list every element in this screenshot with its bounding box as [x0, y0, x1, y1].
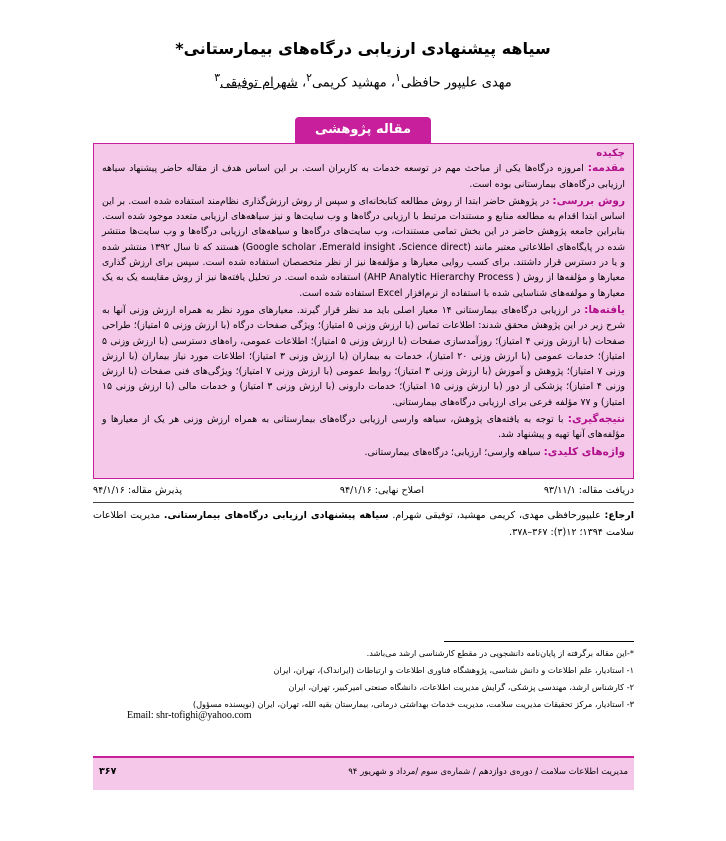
footnote-item: ۳- استادیار، مرکز تحقیقات مدیریت سلامت، مدیریت خدمات بهداشتی درمانی، بیمارستان بقیه الله، تهران، ایران (نویسنده مسؤول) — [192, 699, 634, 709]
author-3-affiliation: ۳ — [214, 71, 221, 84]
citation-title: سیاهه پیشنهادی ارزیابی درگاه‌های بیمارستانی. — [163, 510, 389, 521]
abstract-method — [102, 194, 625, 301]
author-line — [0, 71, 726, 90]
abstract-keywords — [102, 445, 625, 460]
page-footer — [93, 756, 634, 790]
article-title: سیاهه پیشنهادی ارزیابی درگاه‌های بیمارستانی* — [175, 39, 551, 58]
author-3: شهرام توفیقی — [220, 75, 298, 91]
introduction-text: امروزه درگاه‌ها یکی از مباحث مهم در توسعه خدمات به کاربران است. بر این اساس هدف از مقاله حاضر پیشنهاد سیاهه ارزیابی درگاه‌های بیمارستانی بوده است. — [102, 163, 625, 190]
conclusion-text: با توجه به یافته‌های پژوهش، سیاهه وارسی ارزیابی درگاه‌های بیمارستانی به همراه ارزش وزنی هر یک از معیارها و مؤلفه‌های آنها تهیه و پیشنهاد شد. — [102, 414, 625, 441]
abstract-findings — [102, 303, 625, 410]
author-2: مهشید کریمی — [311, 75, 387, 91]
accepted-date: پذیرش مقاله: ۹۴/۱/۱۶ — [93, 485, 183, 496]
conclusion-label: نتیجه‌گیری: — [567, 413, 625, 426]
corresponding-email: Email: shr-tofighi@yahoo.com — [127, 710, 252, 721]
keywords-label: واژه‌های کلیدی: — [543, 445, 625, 458]
page-number: ۳۶۷ — [99, 766, 117, 777]
journal-info: مدیریت اطلاعات سلامت / دوره‌ی دوازدهم / شماره‌ی سوم /مرداد و شهریور ۹۴ — [348, 767, 628, 777]
citation-authors: علیپورحافظی مهدی، کریمی مهشید، توفیقی شهرام. — [388, 510, 605, 521]
keywords-text: سیاهه وارسی؛ ارزیابی؛ درگاه‌های بیمارستانی. — [364, 446, 544, 458]
revised-date: اصلاح نهایی: ۹۴/۱/۱۶ — [339, 485, 424, 496]
findings-text: در ارزیابی درگاه‌های بیمارستانی ۱۴ معیار اصلی باید مد نظر قرار گیرند. معیارهای مورد نظر به همراه ارزش وزنی آنها به شرح زیر در این پژوهش محقق شدند: اطلاعات تماس (با ارزش وزنی ۵ امتیاز)؛ ویژگی صفحات درگاه (با ارزش وزنی ۵ امتیاز)؛ طراحی صفحات (با ارزش وزنی ۴ امتیاز)؛ روزآمدسازی صفحات (با ارزش وزنی ۵ امتیاز)؛ اطلاعات عمومی، راه‌های دسترسی (با ارزش وزنی ۵ امتیاز)؛ خدمات عمومی (با ارزش وزنی ۲۰ امتیاز)، خدمات به بیماران (با ارزش وزنی ۳ امتیاز)؛ اطلاعات مورد نیاز بیماران (با ارزش وزنی ۷ امتیاز)؛ پژوهش و آموزش (با ارزش وزنی ۳ امتیاز)؛ روابط عمومی (با ارزش وزنی ۷ امتیاز)؛ ویژگی‌های فنی صفحات (با ارزش وزنی ۴ امتیاز)؛ پزشکی از دور (با ارزش وزنی ۱۵ امتیاز)؛ خدمات دارونی (با ارزش وزنی ۳ امتیاز) و خدمات مالی (با ارزش وزنی ۱۵ امتیاز) و ۷۷ مؤلفه فرعی برای ارزیابی درگاه‌های بیمارستانی. — [102, 304, 626, 408]
citation-source: مدیریت اطلاعات سلامت ۱۳۹۴؛ ۱۲(۳): ۳۶۷–۳۷۸. — [93, 510, 634, 538]
author-separator: ، — [297, 75, 307, 91]
author-1-affiliation: ۱ — [395, 71, 401, 84]
citation — [93, 507, 634, 541]
citation-label: ارجاع: — [604, 510, 634, 521]
author-1: مهدی علیپور حافظی — [400, 75, 512, 91]
footnote-item: *-این مقاله برگرفته از پایان‌نامه دانشجویی در مقطع کارشناسی ارشد می‌باشد. — [366, 648, 634, 658]
footnote-item: ۱- استادیار، علم اطلاعات و دانش شناسی، پژوهشگاه فناوری اطلاعات و ارتباطات (ایرانداک)، تهران، ایران — [273, 665, 634, 675]
abstract-introduction — [102, 161, 625, 192]
findings-label: یافته‌ها: — [584, 303, 625, 316]
section-type-tab: مقاله پژوهشی — [295, 117, 431, 143]
received-date: دریافت مقاله: ۹۳/۱۱/۱ — [543, 485, 634, 496]
abstract-heading: چکیده — [596, 148, 625, 159]
footnotes — [93, 645, 634, 713]
abstract-conclusion — [102, 412, 625, 443]
abstract-box — [93, 143, 634, 479]
author-separator: ، — [386, 75, 396, 91]
dates-divider — [93, 502, 634, 503]
method-text: در پژوهش حاضر ابتدا از روش مطالعه کتابخانه‌ای و سپس از روش ارزش‌گذاری نظام‌مند استفاده شده است. بر این اساس ابتدا اقدام به مطالعه منابع و مستندات مرتبط با ارزیابی درگاه‌ها و وب سایت‌ها و نیز سیاهه‌های ارزیابی متعدد موجود شده است. بنابراین جامعه پژوهش حاضر در این بخش تمامی مستندات، وب سایت‌های درگاه‌ها و سیاهه‌های ارزیابی درگاه‌ها و وب سایت‌ها منتشر شده در پایگاه‌های اطلاعاتی معتبر مانند (Google scholar ،Emerald insight ،Science direct) هستند که تا سال ۱۳۹۲ منتشر شده و یا در دسترس قرار داشتند. برای کسب روایی معیارها و مؤلفه‌ها نیز از نظر متخصصان استفاده شده است. سپس برای ارزش گذاری معیارها و مؤلفه‌ها از روش ( AHP Analytic Hierarchy Process) استفاده شده است. در تحلیل یافته‌ها نیز از روش مقایسه یک به یک معیارها و مولفه‌های شناسایی شده با استفاده از نرم‌افزار Excel استفاده شده است. — [102, 195, 625, 299]
article-dates — [93, 485, 634, 501]
method-label: روش بررسی: — [552, 194, 625, 207]
introduction-label: مقدمه: — [587, 162, 625, 175]
author-2-affiliation: ۲ — [306, 71, 312, 84]
footnote-divider — [444, 641, 634, 642]
footnote-item: ۲- کارشناس ارشد، مهندسی پزشکی، گرایش مدیریت اطلاعات، دانشگاه صنعتی امیرکبیر، تهران، ایران — [288, 682, 634, 692]
